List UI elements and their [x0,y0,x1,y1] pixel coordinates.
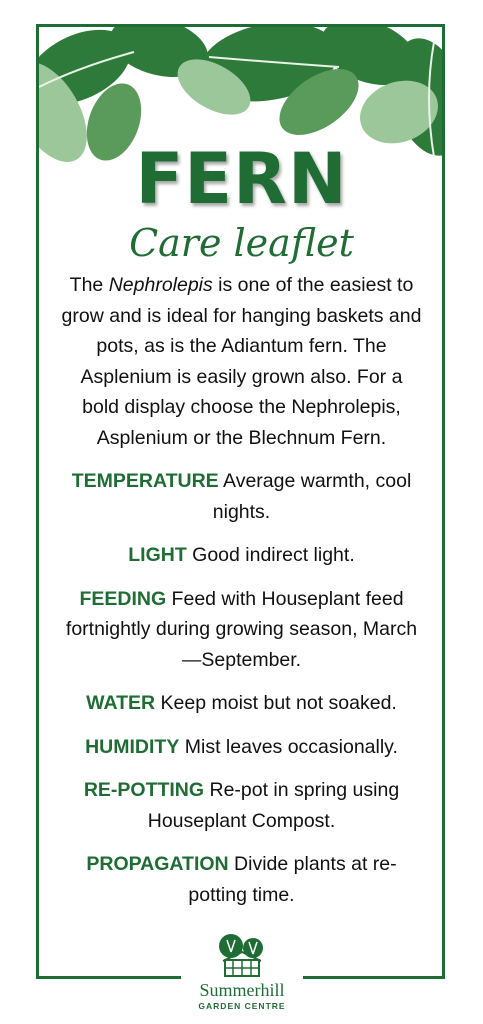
section-heading: TEMPERATURE [71,470,219,492]
leaflet-body [60,270,423,923]
section-heading: WATER [86,692,156,714]
section-heading: LIGHT [128,544,187,566]
section-heading: HUMIDITY [85,735,180,758]
brand-name: Summerhill [199,980,285,1000]
brand-tagline: GARDEN CENTRE [198,1001,286,1011]
section-feeding [60,584,423,676]
section-text: Average warmth, cool nights. [212,470,412,523]
section-text: Mist leaves occasionally. [179,735,398,758]
tree-house-icon [181,928,303,980]
intro-text-1: The [69,274,109,296]
page-title: FERN [135,138,348,220]
section-temperature [60,466,423,527]
page-subtitle: Care leaflet [129,221,354,265]
section-humidity [60,732,423,763]
section-repotting [60,775,423,836]
section-heading: RE-POTTING [83,779,205,801]
section-text: Feed with Houseplant feed fortnightly during growing season, March—September. [65,587,418,671]
section-propagation [60,849,423,910]
intro-italic: Nephrolepis [108,274,213,296]
section-heading: FEEDING [79,587,167,610]
section-light [60,540,423,571]
section-text: Keep moist but not soaked. [155,692,397,714]
section-text: Good indirect light. [186,544,355,566]
intro-text-2: is one of the easiest to grow and is ideal for hanging baskets and pots, as is the Adiantum fern. The Asplenium is easily grown also. For a bold display choose the Nephrolepis, Asplenium or the Blechnum Fern. [61,274,422,449]
intro-paragraph [60,270,423,453]
section-water [60,688,423,719]
brand-logo [181,928,303,1024]
section-text: Re-pot in spring using Houseplant Compost. [147,779,400,832]
section-heading: PROPAGATION [86,853,229,875]
section-text: Divide plants at re-potting time. [188,853,397,906]
